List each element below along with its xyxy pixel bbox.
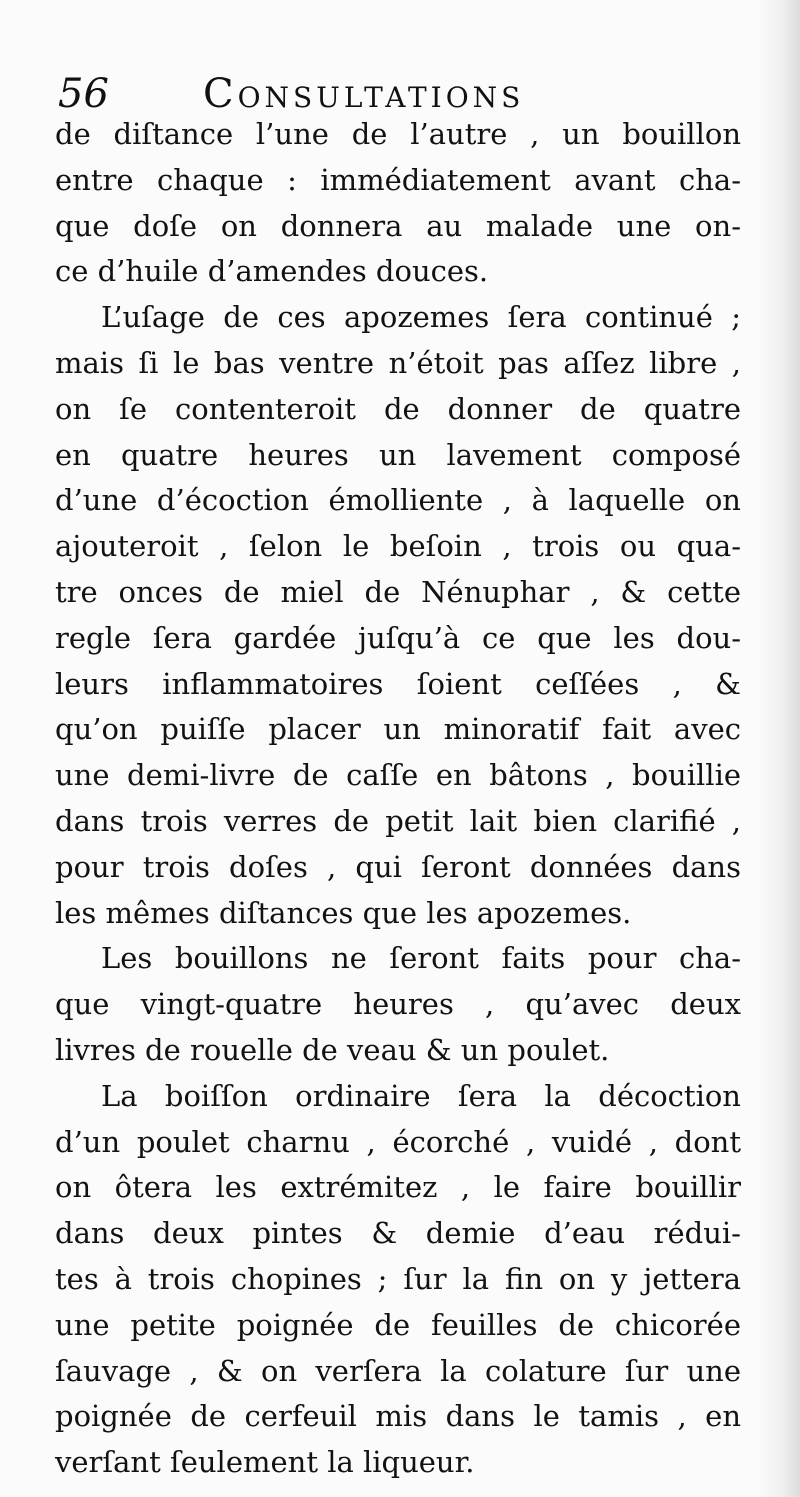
text-line: tes à trois chopines ; ſur la fin on y jettera — [55, 1261, 741, 1296]
text-line: une petite poignée de feuilles de chicorée — [55, 1307, 741, 1342]
page-gutter-shadow — [758, 0, 800, 1497]
text-line: ajouteroit , ſelon le beſoin , trois ou qua- — [55, 529, 741, 564]
text-line: pour trois doſes , qui ſeront données dans — [55, 849, 741, 884]
text-line: que vingt-quatre heures , qu’avec deux — [55, 987, 741, 1022]
text-line: en quatre heures un lavement composé — [55, 437, 741, 472]
text-line: qu’on puiſſe placer un minoratif fait avec — [55, 712, 741, 747]
text-line: regle ſera gardée juſqu’à ce que les dou- — [55, 620, 741, 655]
page-number: 56 — [58, 71, 109, 117]
text-line: d’une d’écoction émolliente , à laquelle on — [55, 483, 741, 518]
text-line: mais ſi le bas ventre n’étoit pas aſſez libre , — [55, 345, 741, 380]
text-line: d’un poulet charnu , écorché , vuidé , dont — [55, 1124, 741, 1159]
text-line: on ſe contenteroit de donner de quatre — [55, 391, 741, 426]
text-line: tre onces de miel de Nénuphar , & cette — [55, 574, 741, 609]
text-line: dans deux pintes & demie d’eau rédui- — [55, 1216, 741, 1251]
text-line: entre chaque : immédiatement avant cha- — [55, 162, 741, 197]
text-line: leurs inflammatoires ſoient ceſſées , & — [55, 666, 741, 701]
text-line: de diſtance l’une de l’autre , un bouillon — [55, 117, 741, 151]
text-line: une demi-livre de caſſe en bâtons , bouillie — [55, 758, 741, 793]
running-head: Consultations — [203, 71, 525, 117]
body-text — [55, 112, 741, 1486]
text-line: livres de rouelle de veau & un poulet. — [55, 1032, 610, 1067]
text-line: L’uſage de ces apozemes ſera continué ; — [101, 300, 741, 335]
text-line: que doſe on donnera au malade une on- — [55, 208, 741, 243]
text-line: ce d’huile d’amendes douces. — [55, 254, 489, 289]
text-line: Les bouillons ne ſeront faits pour cha- — [101, 941, 741, 976]
text-line: on ôtera les extrémitez , le faire bouillir — [55, 1170, 741, 1205]
text-line: dans trois verres de petit lait bien clarifié , — [55, 803, 741, 838]
text-line: La boiſſon ordinaire ſera la décoction — [101, 1078, 741, 1113]
text-line: ſauvage , & on verſera la colature ſur une — [55, 1353, 741, 1388]
text-line: poignée de cerfeuil mis dans le tamis , en — [55, 1399, 741, 1434]
text-line: verſant ſeulement la liqueur. — [55, 1445, 475, 1480]
text-line: les mêmes diſtances que les apozemes. — [55, 895, 632, 930]
